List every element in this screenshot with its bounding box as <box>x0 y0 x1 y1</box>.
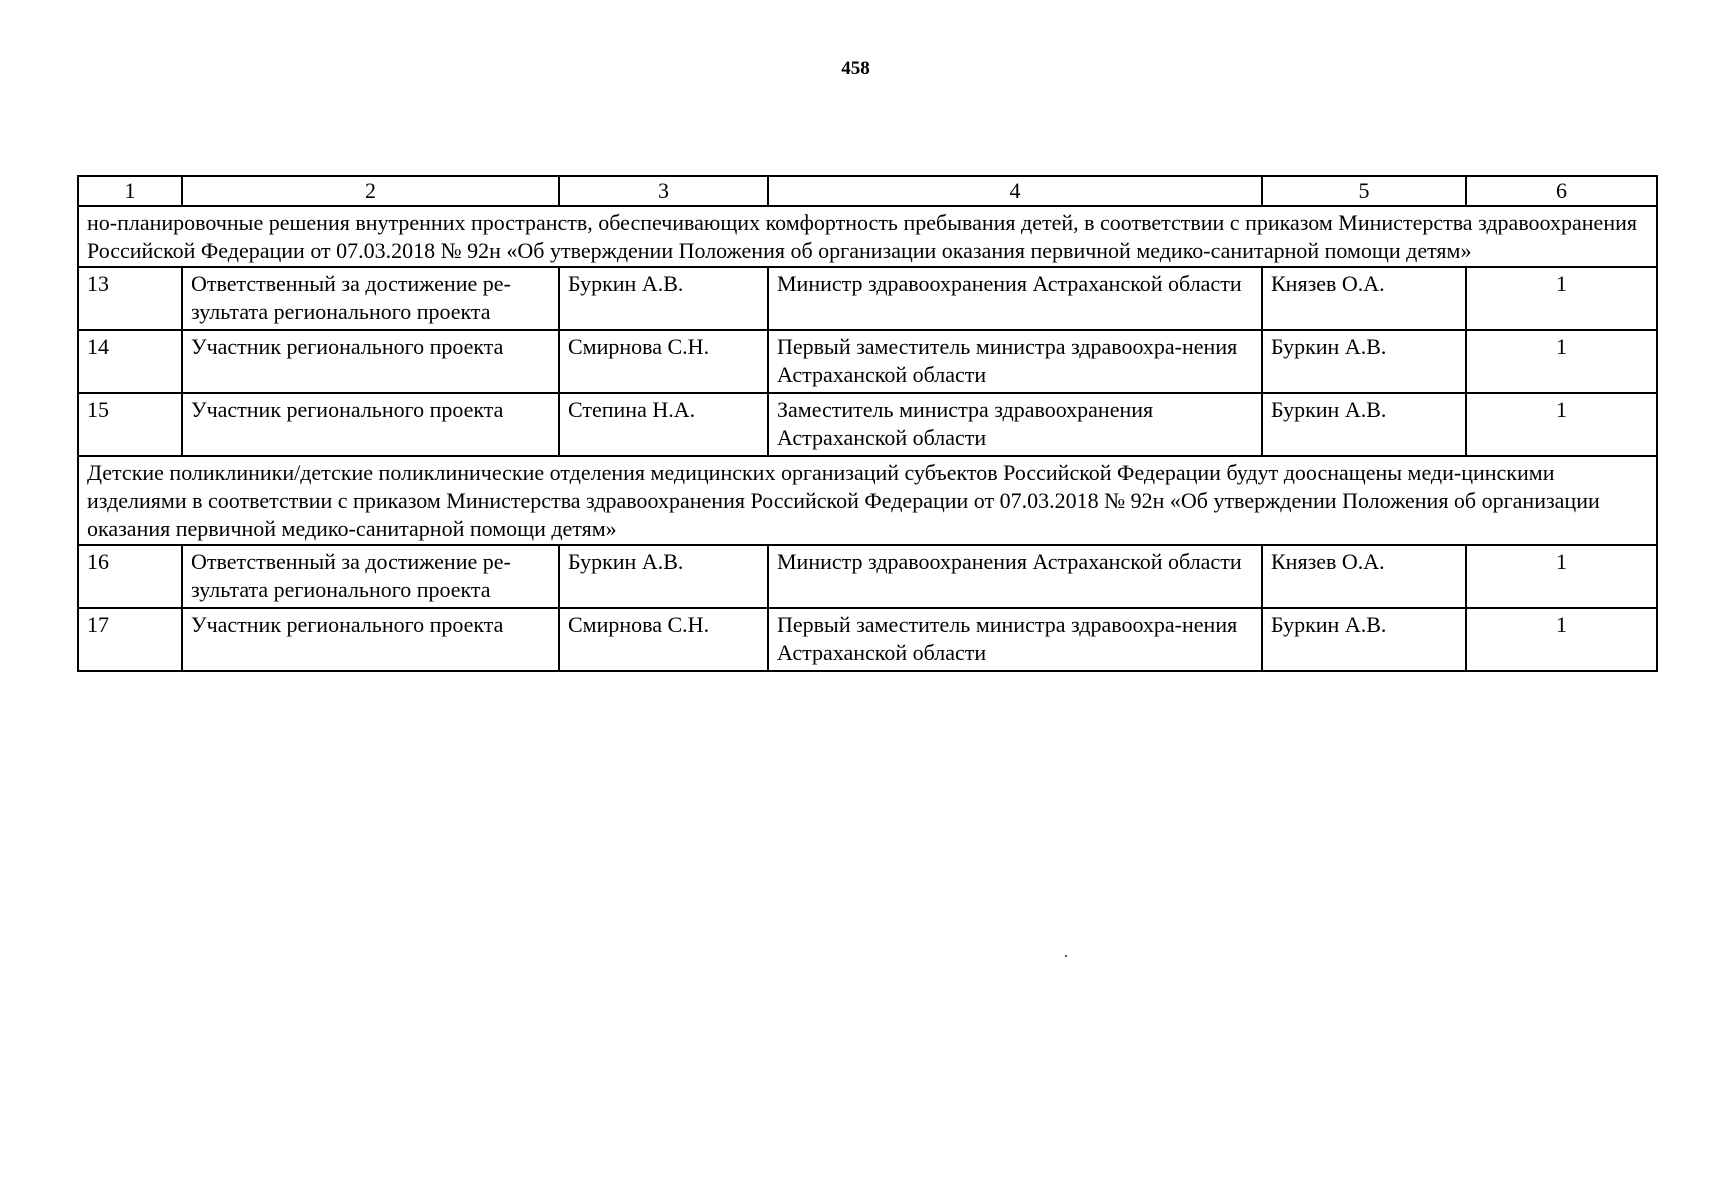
section-text: но-планировочные решения внутренних пространств, обеспечивающих комфортность пребывания детей, в соответствии с приказом Министерства здравоохранения Российской Федерации от 07.03.2018 № 92н «Об утверждении Положения об организации оказания первичной медико-санитарной помощи детям» <box>78 206 1657 267</box>
supervisor-cell: Князев О.А. <box>1262 545 1466 608</box>
share-cell: 1 <box>1466 545 1657 608</box>
name-cell: Буркин А.В. <box>559 267 768 330</box>
role-cell: Участник регионального проекта <box>182 330 559 393</box>
table-header-row <box>78 176 1657 206</box>
table-row <box>78 267 1657 330</box>
name-cell: Смирнова С.Н. <box>559 330 768 393</box>
supervisor-cell: Буркин А.В. <box>1262 608 1466 671</box>
role-cell: Ответственный за достижение ре-зультата регионального проекта <box>182 545 559 608</box>
share-cell: 1 <box>1466 608 1657 671</box>
position-cell: Первый заместитель министра здравоохра-нения Астраханской области <box>768 608 1262 671</box>
row-number: 17 <box>78 608 182 671</box>
share-cell: 1 <box>1466 330 1657 393</box>
row-number: 15 <box>78 393 182 456</box>
column-header: 2 <box>182 176 559 206</box>
role-cell: Участник регионального проекта <box>182 608 559 671</box>
supervisor-cell: Буркин А.В. <box>1262 330 1466 393</box>
table-row <box>78 330 1657 393</box>
row-number: 13 <box>78 267 182 330</box>
share-cell: 1 <box>1466 393 1657 456</box>
column-header: 4 <box>768 176 1262 206</box>
role-cell: Ответственный за достижение ре-зультата регионального проекта <box>182 267 559 330</box>
supervisor-cell: Князев О.А. <box>1262 267 1466 330</box>
position-cell: Министр здравоохранения Астраханской области <box>768 267 1262 330</box>
position-cell: Заместитель министра здравоохранения Астраханской области <box>768 393 1262 456</box>
section-text: Детские поликлиники/детские поликлинические отделения медицинских организаций субъектов Российской Федерации будут дооснащены меди-цинскими изделиями в соответствии с приказом Министерства здравоохранения Российской Федерации от 07.03.2018 № 92н «Об утверждении Положения об организации оказания первичной медико-санитарной помощи детям» <box>78 456 1657 545</box>
table-row <box>78 545 1657 608</box>
position-cell: Первый заместитель министра здравоохра-нения Астраханской области <box>768 330 1262 393</box>
column-header: 3 <box>559 176 768 206</box>
supervisor-cell: Буркин А.В. <box>1262 393 1466 456</box>
share-cell: 1 <box>1466 267 1657 330</box>
table-row <box>78 393 1657 456</box>
responsibility-table <box>77 175 1658 672</box>
page-number: 458 <box>841 58 870 79</box>
row-number: 16 <box>78 545 182 608</box>
position-cell: Министр здравоохранения Астраханской области <box>768 545 1262 608</box>
name-cell: Смирнова С.Н. <box>559 608 768 671</box>
name-cell: Буркин А.В. <box>559 545 768 608</box>
section-row <box>78 206 1657 267</box>
column-header: 5 <box>1262 176 1466 206</box>
column-header: 1 <box>78 176 182 206</box>
section-row <box>78 456 1657 545</box>
column-header: 6 <box>1466 176 1657 206</box>
name-cell: Степина Н.А. <box>559 393 768 456</box>
row-number: 14 <box>78 330 182 393</box>
table-row <box>78 608 1657 671</box>
role-cell: Участник регионального проекта <box>182 393 559 456</box>
scan-speck <box>1065 955 1067 957</box>
